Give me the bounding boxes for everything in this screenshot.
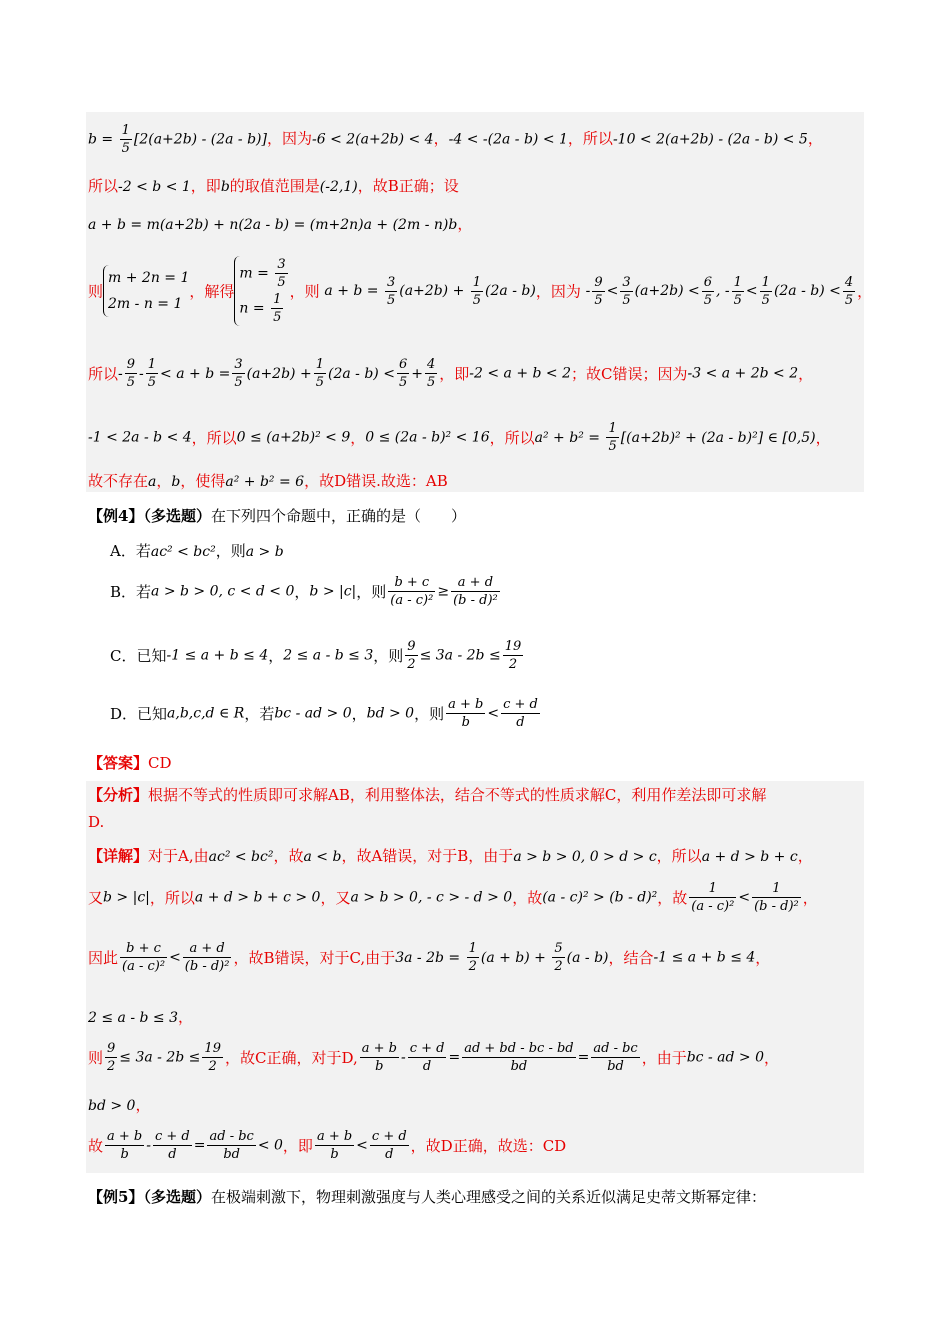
solution-line-4: 则 m + 2n = 1 2m - n = 1 ，解得 m = $\frac{3}{5}$ n = $\frac{1}{5}$ ，则 a + b = $\frac{3}{5}$ (a+2b) + $\frac{1}{5}$ (2a - b)，因为 - $\frac{9}{5}$ < $\frac{3}{5}$ (a+2b) < $\frac{6}{5}$ , - $\frac{1}{5}$ < $\frac{1}{5}$ (2a - b) < $\frac{4}{5}$ ，: [88, 257, 873, 325]
fraction: $\frac{1}{5}$: [121, 123, 130, 156]
solution-line-7: 故不存在a，b，使得a² + b² = 6，故D错误.故选：AB: [88, 472, 448, 490]
detail-line-4: 2 ≤ a - b ≤ 3，: [88, 1008, 194, 1026]
detail-line-6: bd > 0，: [88, 1096, 151, 1114]
solution-line-1: b = $\frac{1}{5}$ [2(a+2b) - (2a - b)]，因为-6 < 2(a+2b) < 4，-4 < -(2a - b) < 1，所以-10 < 2(a+2b) - (2a - b) < 5，: [88, 123, 823, 156]
example-5-stem: 【例5】（多选题）在极端刺激下，物理刺激强度与人类心理感受之间的关系近似满足史蒂文斯幂定律：: [88, 1188, 766, 1206]
solution-system: m = $\frac{3}{5}$ n = $\frac{1}{5}$: [234, 256, 289, 326]
solution-line-3: a + b = m(a+2b) + n(2a - b) = (m+2n)a + (2m - n)b，: [88, 215, 473, 233]
detail-line-7: 故 $\frac{a + b}{b}$ - $\frac{c + d}{d}$ = $\frac{ad - bc}{bd}$ < 0，即 $\frac{a + b}{b}$ < $\frac{c + d}{d}$ ，故D正确，故选：CD: [88, 1129, 567, 1162]
solution-line-6: -1 < 2a - b < 4，所以0 ≤ (a+2b)² < 9，0 ≤ (2a - b)² < 16，所以a² + b² = $\frac{1}{5}$ [(a+2b)² + (2a - b)²] ∈ [0,5)，: [88, 421, 831, 454]
detail-line-3: 因此 $\frac{b + c}{\text{(a - c)²}}$ < $\frac{a + d}{\text{(b - d)²}}$ ，故B错误，对于C,由于3a - 2b = $\frac{1}{2}$ (a + b) + $\frac{5}{2}$ (a - b)，结合-1 ≤ a + b ≤ 4，: [88, 941, 771, 974]
detail-line-1: 【详解】对于A,由ac² < bc²，故a < b，故A错误，对于B，由于a > b > 0, 0 > d > c，所以a + d > b + c，: [88, 847, 813, 865]
analysis-line-1: 【分析】根据不等式的性质即可求解AB，利用整体法，结合不等式的性质求解C，利用作差法即可求解: [88, 786, 767, 804]
analysis-line-2: D.: [88, 813, 105, 831]
option-a: A．若ac² < bc²，则a > b: [110, 542, 284, 560]
option-d: D．已知a,b,c,d ∈ R，若bc - ad > 0，bd > 0，则 $\frac{a + b}{b}$ < $\frac{c + d}{d}$: [110, 697, 538, 730]
detail-line-5: 则 $\frac{9}{2}$ ≤ 3a - 2b ≤ $\frac{19}{2}$ ，故C正确，对于D, $\frac{a + b}{b}$ - $\frac{c + d}{d}$ = $\frac{ad + bd - bc - bd}{bd}$ = $\frac{ad - bc}{bd}$ ，由于bc - ad > 0，: [88, 1041, 780, 1074]
option-b: B．若a > b > 0, c < d < 0，b > |c|，则 $\frac{b + c}{\text{(a - c)²}}$ ≥ $\frac{a + d}{\text{(b - d)²}}$: [110, 575, 498, 608]
detail-line-2: 又b > |c|，所以a + d > b + c > 0，又a > b > 0, - c > - d > 0，故(a - c)² > (b - d)²，故 $\frac{1}{\text{(a - c)²}}$ < $\frac{1}{\text{(b - d)²}}$ ，: [88, 881, 818, 914]
solution-line-5: 所以- $\frac{9}{5}$ - $\frac{1}{5}$ < a + b = $\frac{3}{5}$ (a+2b) + $\frac{1}{5}$ (2a - b) < $\frac{6}{5}$ + $\frac{4}{5}$ ，即-2 < a + b < 2；故C错误；因为-3 < a + 2b < 2，: [88, 357, 814, 390]
solution-line-2: 所以-2 < b < 1，即b的取值范围是(-2,1)，故B正确；设: [88, 177, 459, 195]
solution-4-background: [86, 781, 864, 1173]
example-4-stem: 【例4】（多选题）在下列四个命题中，正确的是（ ）: [88, 507, 466, 525]
equation-system: m + 2n = 1 2m - n = 1: [103, 265, 189, 317]
option-c: C．已知-1 ≤ a + b ≤ 4，2 ≤ a - b ≤ 3，则 $\frac{9}{2}$ ≤ 3a - 2b ≤ $\frac{19}{2}$: [110, 639, 522, 672]
answer-line: 【答案】CD: [88, 754, 172, 772]
